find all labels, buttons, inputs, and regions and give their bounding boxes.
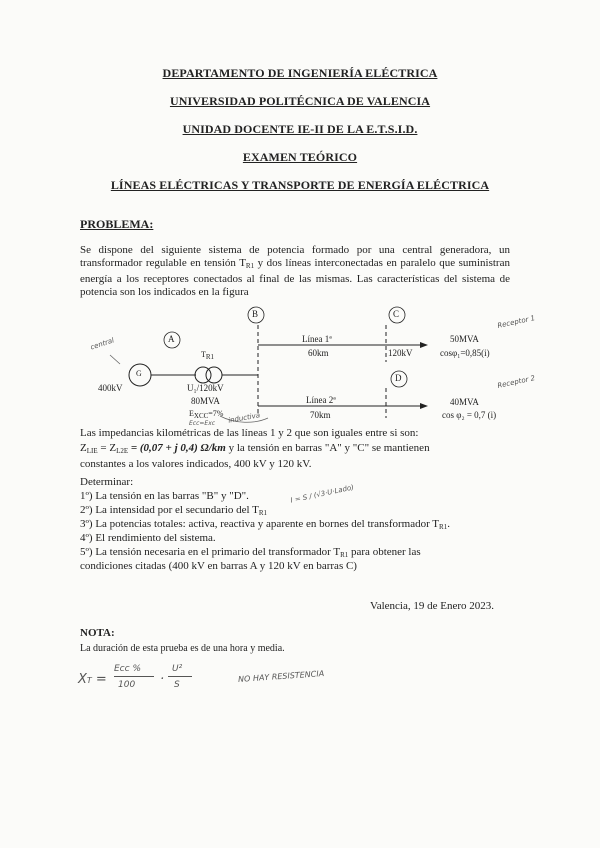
trafo-ratio: U₁/120kV [187, 383, 224, 393]
impedance-conditions: constantes a los valores indicados, 400 kV y 120 kV. [80, 458, 312, 470]
frac1-denominator: 100 [118, 680, 136, 690]
line2-length: 70km [310, 410, 331, 420]
line1-name: Línea 1ª [302, 334, 332, 344]
question-1: 1º) La tensión en las barras "B" y "D". [80, 490, 249, 502]
question-5: 5º) La tensión necesaria en el primario del transformador $T_{R1}$ para obtener las [80, 546, 421, 559]
exam-title: EXAMEN TEÓRICO [242, 150, 358, 164]
frac2-bar [168, 676, 192, 677]
node-a-label: A [168, 334, 175, 344]
impedance-intro: Las impedancias kilométricas de las líneas 1 y 2 que son iguales entre si son: [80, 427, 419, 439]
generator-symbol: G [136, 369, 142, 378]
question-2: 2º) La intensidad por el secundario del $T_{R1}$ [80, 504, 268, 517]
frac2-denominator: S [174, 680, 180, 690]
problem-heading: PROBLEMA: [80, 217, 154, 231]
frac1-bar [114, 676, 154, 677]
frac2-numerator: U² [172, 664, 183, 674]
question-5-continued: condiciones citadas (400 kV en barras A y 120 kV en barras C) [80, 560, 357, 572]
impedance-formula: $Z_{LIE} = Z_{L2E} = (0,07 + j$ 0,4) Ω/km y la tensión en barras "A" y "C" se mantienen [80, 442, 430, 455]
node-c-label: C [393, 309, 400, 319]
load1-power: 50MVA [450, 334, 479, 344]
exam-date: Valencia, 19 de Enero 2023. [370, 600, 495, 612]
bus-c-voltage: 120kV [388, 348, 413, 358]
unit-title: UNIDAD DOCENTE IE-II DE LA E.T.S.I.D. [182, 122, 418, 136]
line2-name: Línea 2ª [306, 395, 336, 405]
trafo-power: 80MVA [191, 396, 220, 406]
question-2-handnote: I = S / (√3·U·Lado) [289, 483, 355, 505]
problem-intro: Se dispone del siguiente sistema de potencia formado por una central generadora, un transformador regulable en tensión $T_{R1}$ y dos líneas interconectadas en paralelo que suministran energía a los receptores conectados al final de las mismas. Las características del sistema de potencia son los indicados en la figura [80, 244, 510, 298]
department-title: DEPARTAMENTO DE INGENIERÍA ELÉCTRICA [162, 66, 438, 80]
trafo-extra-handnote: Ecc=Exc [189, 420, 216, 427]
university-title: UNIVERSIDAD POLITÉCNICA DE VALENCIA [169, 94, 431, 108]
question-4: 4º) El rendimiento del sistema. [80, 532, 216, 544]
receptor2-handnote: Receptor 2 [496, 374, 536, 390]
note-heading: NOTA: [80, 627, 115, 639]
central-handnote: central [89, 336, 116, 352]
questions-heading: Determinar: [80, 476, 134, 488]
load2-power: 40MVA [450, 397, 479, 407]
trafo-ecc: EXCC=7% [189, 409, 224, 420]
trafo-label: TR1 [201, 350, 215, 361]
node-b-label: B [252, 309, 259, 319]
load2-pf: cos φ₂ = 0,7 (i) [442, 410, 497, 420]
generator-voltage: 400kV [98, 383, 123, 393]
receptor1-handnote: Receptor 1 [496, 314, 536, 330]
load1-pf: cosφ₁=0,85(i) [440, 348, 490, 358]
no-resistance-handnote: NO HAY RESISTENCIA [237, 669, 325, 684]
note-text: La duración de esta prueba es de una hora y media. [80, 643, 285, 654]
question-3: 3º) La potencias totales: activa, reactiva y aparente en bornes del transformador $T_{R1}$. [80, 518, 450, 531]
node-d-label: D [395, 373, 402, 383]
handwritten-formula: XT = Ecc % 100 · U² S [78, 664, 278, 704]
course-title: LÍNEAS ELÉCTRICAS Y TRANSPORTE DE ENERGÍA ELÉCTRICA [110, 178, 490, 192]
line1-length: 60km [308, 348, 329, 358]
frac1-numerator: Ecc % [114, 664, 141, 674]
inductiva-handnote: inductiva [227, 411, 261, 425]
